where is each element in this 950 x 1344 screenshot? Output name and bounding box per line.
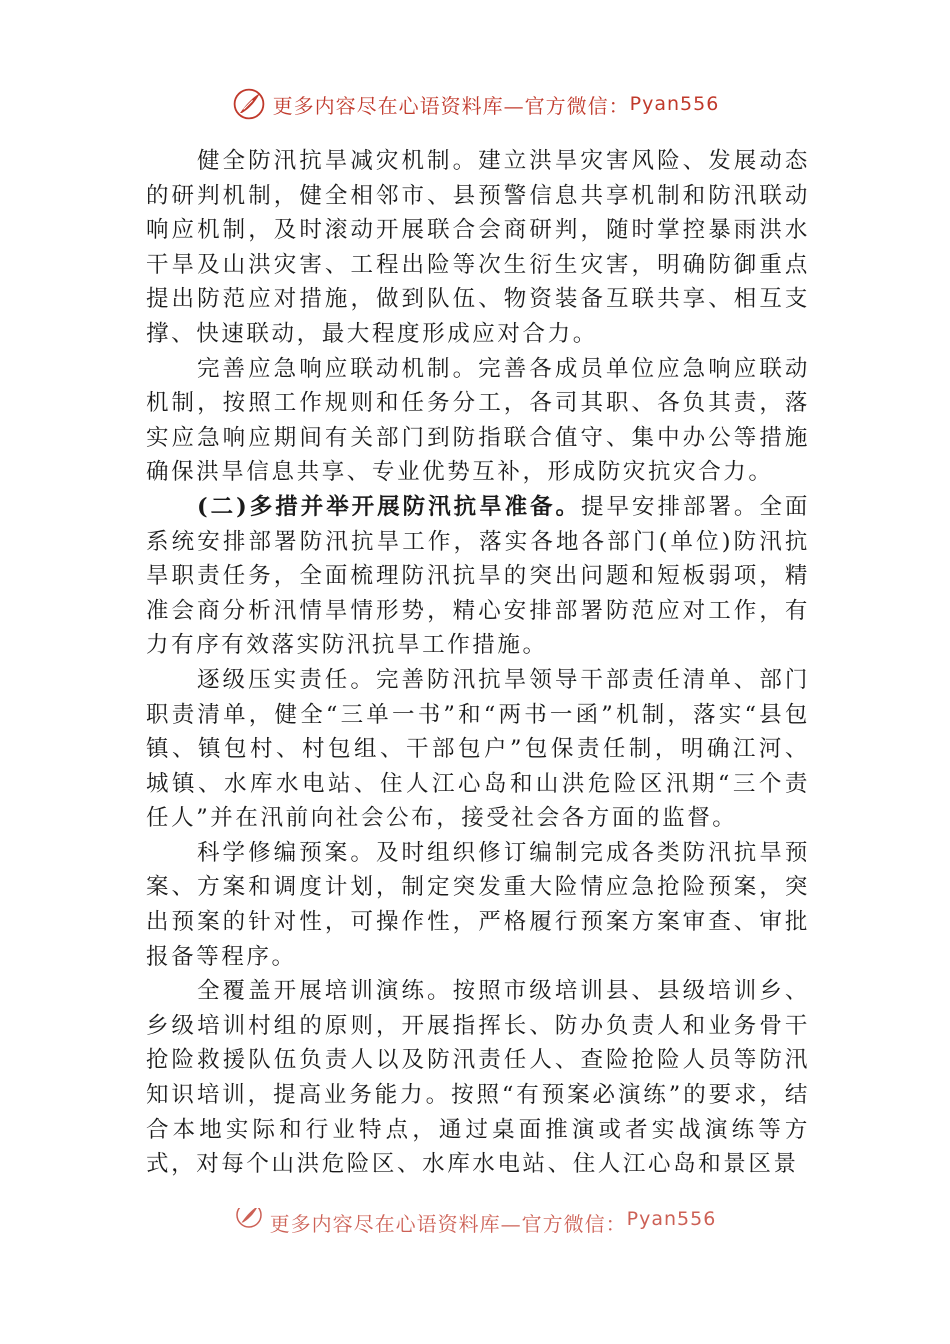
paragraph <box>146 836 810 974</box>
paragraph-lead: 完善应急响应联动机制。 <box>197 355 479 382</box>
paragraph <box>146 663 810 836</box>
watermark-id: Pyan556 <box>629 93 720 115</box>
paragraph-body: 建立洪旱灾害风险、发展动态的研判机制，健全相邻市、县预警信息共享机制和防汛联动响应机制，及时滚动开展联合会商研判，随时掌控暴雨洪水干旱及山洪灾害、工程出险等次生衍生灾害，明确防御重点提出防范应对措施，做到队伍、物资装备互联共享、相互支撑、快速联动，最大程度形成应对合力。 <box>146 148 810 347</box>
quill-logo-icon <box>234 1208 264 1230</box>
document-body <box>146 144 810 1182</box>
watermark-header <box>0 86 950 122</box>
paragraph-lead: 全覆盖开展培训演练。 <box>197 978 453 1005</box>
paragraph-body: 提早安排部署。全面系统安排部署防汛抗旱工作，落实各地各部门(单位)防汛抗旱职责任务，全面梳理防汛抗旱的突出问题和短板弱项，精准会商分析汛情旱情形势，精心安排部署防范应对工作，有力有序有效落实防汛抗旱工作措施。 <box>146 493 810 659</box>
paragraph-body: 完善防汛抗旱领导干部责任清单、部门职责清单，健全“三单一书”和“两书一函”机制，落实“县包镇、镇包村、村包组、干部包户”包保责任制，明确江河、城镇、水库水电站、住人江心岛和山洪危险区汛期“三个责任人”并在汛前向社会公布，接受社会各方面的监督。 <box>146 666 811 832</box>
paragraph-lead: 逐级压实责任。 <box>197 666 376 693</box>
quill-logo-icon <box>231 86 267 122</box>
watermark-text: 更多内容尽在心语资料库—官方微信： <box>272 93 630 118</box>
watermark-text: 更多内容尽在心语资料库—官方微信： <box>269 1212 627 1234</box>
paragraph-body: 及时组织修订编制完成各类防汛抗旱预案、方案和调度计划，制定突发重大险情应急抢险预案，突出预案的针对性，可操作性，严格履行预案方案审查、审批报备等程序。 <box>146 839 811 970</box>
paragraph-body: 完善各成员单位应急响应联动机制，按照工作规则和任务分工，各司其职、各负其责，落实应急响应期间有关部门到防指联合值守、集中办公等措施确保洪旱信息共享、专业优势互补，形成防灾抗灾合力。 <box>146 355 810 486</box>
paragraph <box>146 144 810 352</box>
paragraph-lead: 健全防汛抗旱减灾机制。 <box>197 148 479 174</box>
section-heading: (二)多措并举开展防汛抗旱准备。 <box>197 493 582 520</box>
section-heading-paragraph <box>146 490 810 663</box>
paragraph <box>146 352 810 490</box>
watermark-footer <box>0 1208 950 1234</box>
watermark-id: Pyan556 <box>626 1208 717 1230</box>
paragraph <box>146 974 810 1182</box>
paragraph-lead: 科学修编预案。 <box>197 839 376 866</box>
paragraph-body: 按照市级培训县、县级培训乡、乡级培训村组的原则，开展指挥长、防办负责人和业务骨干抢险救援队伍负责人以及防汛责任人、查险抢险人员等防汛知识培训，提高业务能力。按照“有预案必演练”的要求，结合本地实际和行业特点，通过桌面推演或者实战演练等方式，对每个山洪危险区、水库水电站、住人江心岛和景区景 <box>146 978 810 1178</box>
